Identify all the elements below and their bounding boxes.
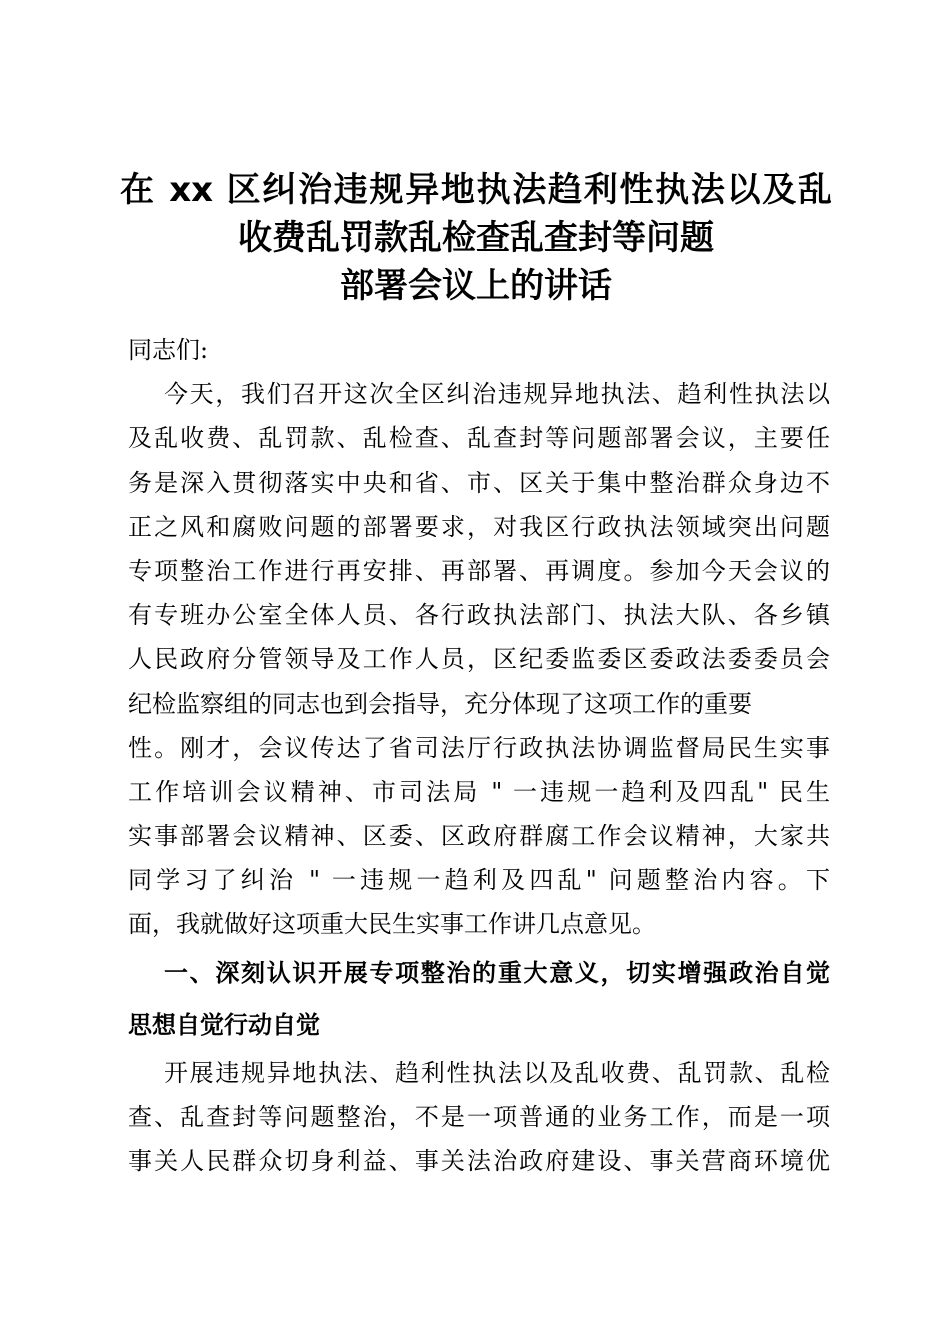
paragraph-line: 性。刚才，会议传达了省司法厅行政执法协调监督局民生实事 (128, 733, 830, 762)
paragraph-line: 专项整治工作进行再安排、再部署、再调度。参加今天会议的 (128, 556, 830, 585)
title-line: 部署会议上的讲话 (340, 266, 612, 306)
section-heading: 一、深刻认识开展专项整治的重大意义，切实增强政治自觉 (164, 958, 830, 987)
title-line: 收费乱罚款乱检查乱查封等问题 (238, 218, 714, 258)
paragraph-line: 纪检监察组的同志也到会指导，充分体现了这项工作的重要 (128, 689, 752, 718)
paragraph-line: 事关人民群众切身利益、事关法治政府建设、事关营商环境优 (128, 1147, 830, 1175)
paragraph-line: 正之风和腐败问题的部署要求，对我区行政执法领域突出问题 (128, 512, 830, 541)
paragraph-line: 有专班办公室全体人员、各行政执法部门、执法大队、各乡镇 (128, 601, 830, 630)
paragraph-line: 实事部署会议精神、区委、区政府群腐工作会议精神，大家共 (128, 822, 830, 851)
document-title (120, 166, 832, 310)
document-body (128, 328, 830, 1183)
section-heading: 思想自觉行动自觉 (128, 1010, 320, 1039)
salutation: 同志们: (128, 336, 209, 364)
title-line: 在 xx 区纠治违规异地执法趋利性执法以及乱 (120, 170, 832, 210)
paragraph-line: 及乱收费、乱罚款、乱检查、乱查封等问题部署会议，主要任 (128, 424, 830, 453)
paragraph-line: 开展违规异地执法、趋利性执法以及乱收费、乱罚款、乱检 (164, 1058, 830, 1087)
paragraph-line: 工作培训会议精神、市司法局 " 一违规一趋利及四乱" 民生 (128, 777, 830, 806)
paragraph-line: 务是深入贯彻落实中央和省、市、区关于集中整治群众身边不 (128, 468, 830, 497)
paragraph-line: 查、乱查封等问题整治，不是一项普通的业务工作，而是一项 (128, 1102, 830, 1131)
paragraph-line: 今天，我们召开这次全区纠治违规异地执法、趋利性执法以 (164, 380, 830, 409)
paragraph-line: 同学习了纠治 " 一违规一趋利及四乱" 问题整治内容。下 (128, 866, 830, 895)
paragraph-line: 人民政府分管领导及工作人员，区纪委监委区委政法委委员会 (128, 645, 830, 674)
paragraph-line: 面，我就做好这项重大民生实事工作讲几点意见。 (128, 910, 656, 939)
